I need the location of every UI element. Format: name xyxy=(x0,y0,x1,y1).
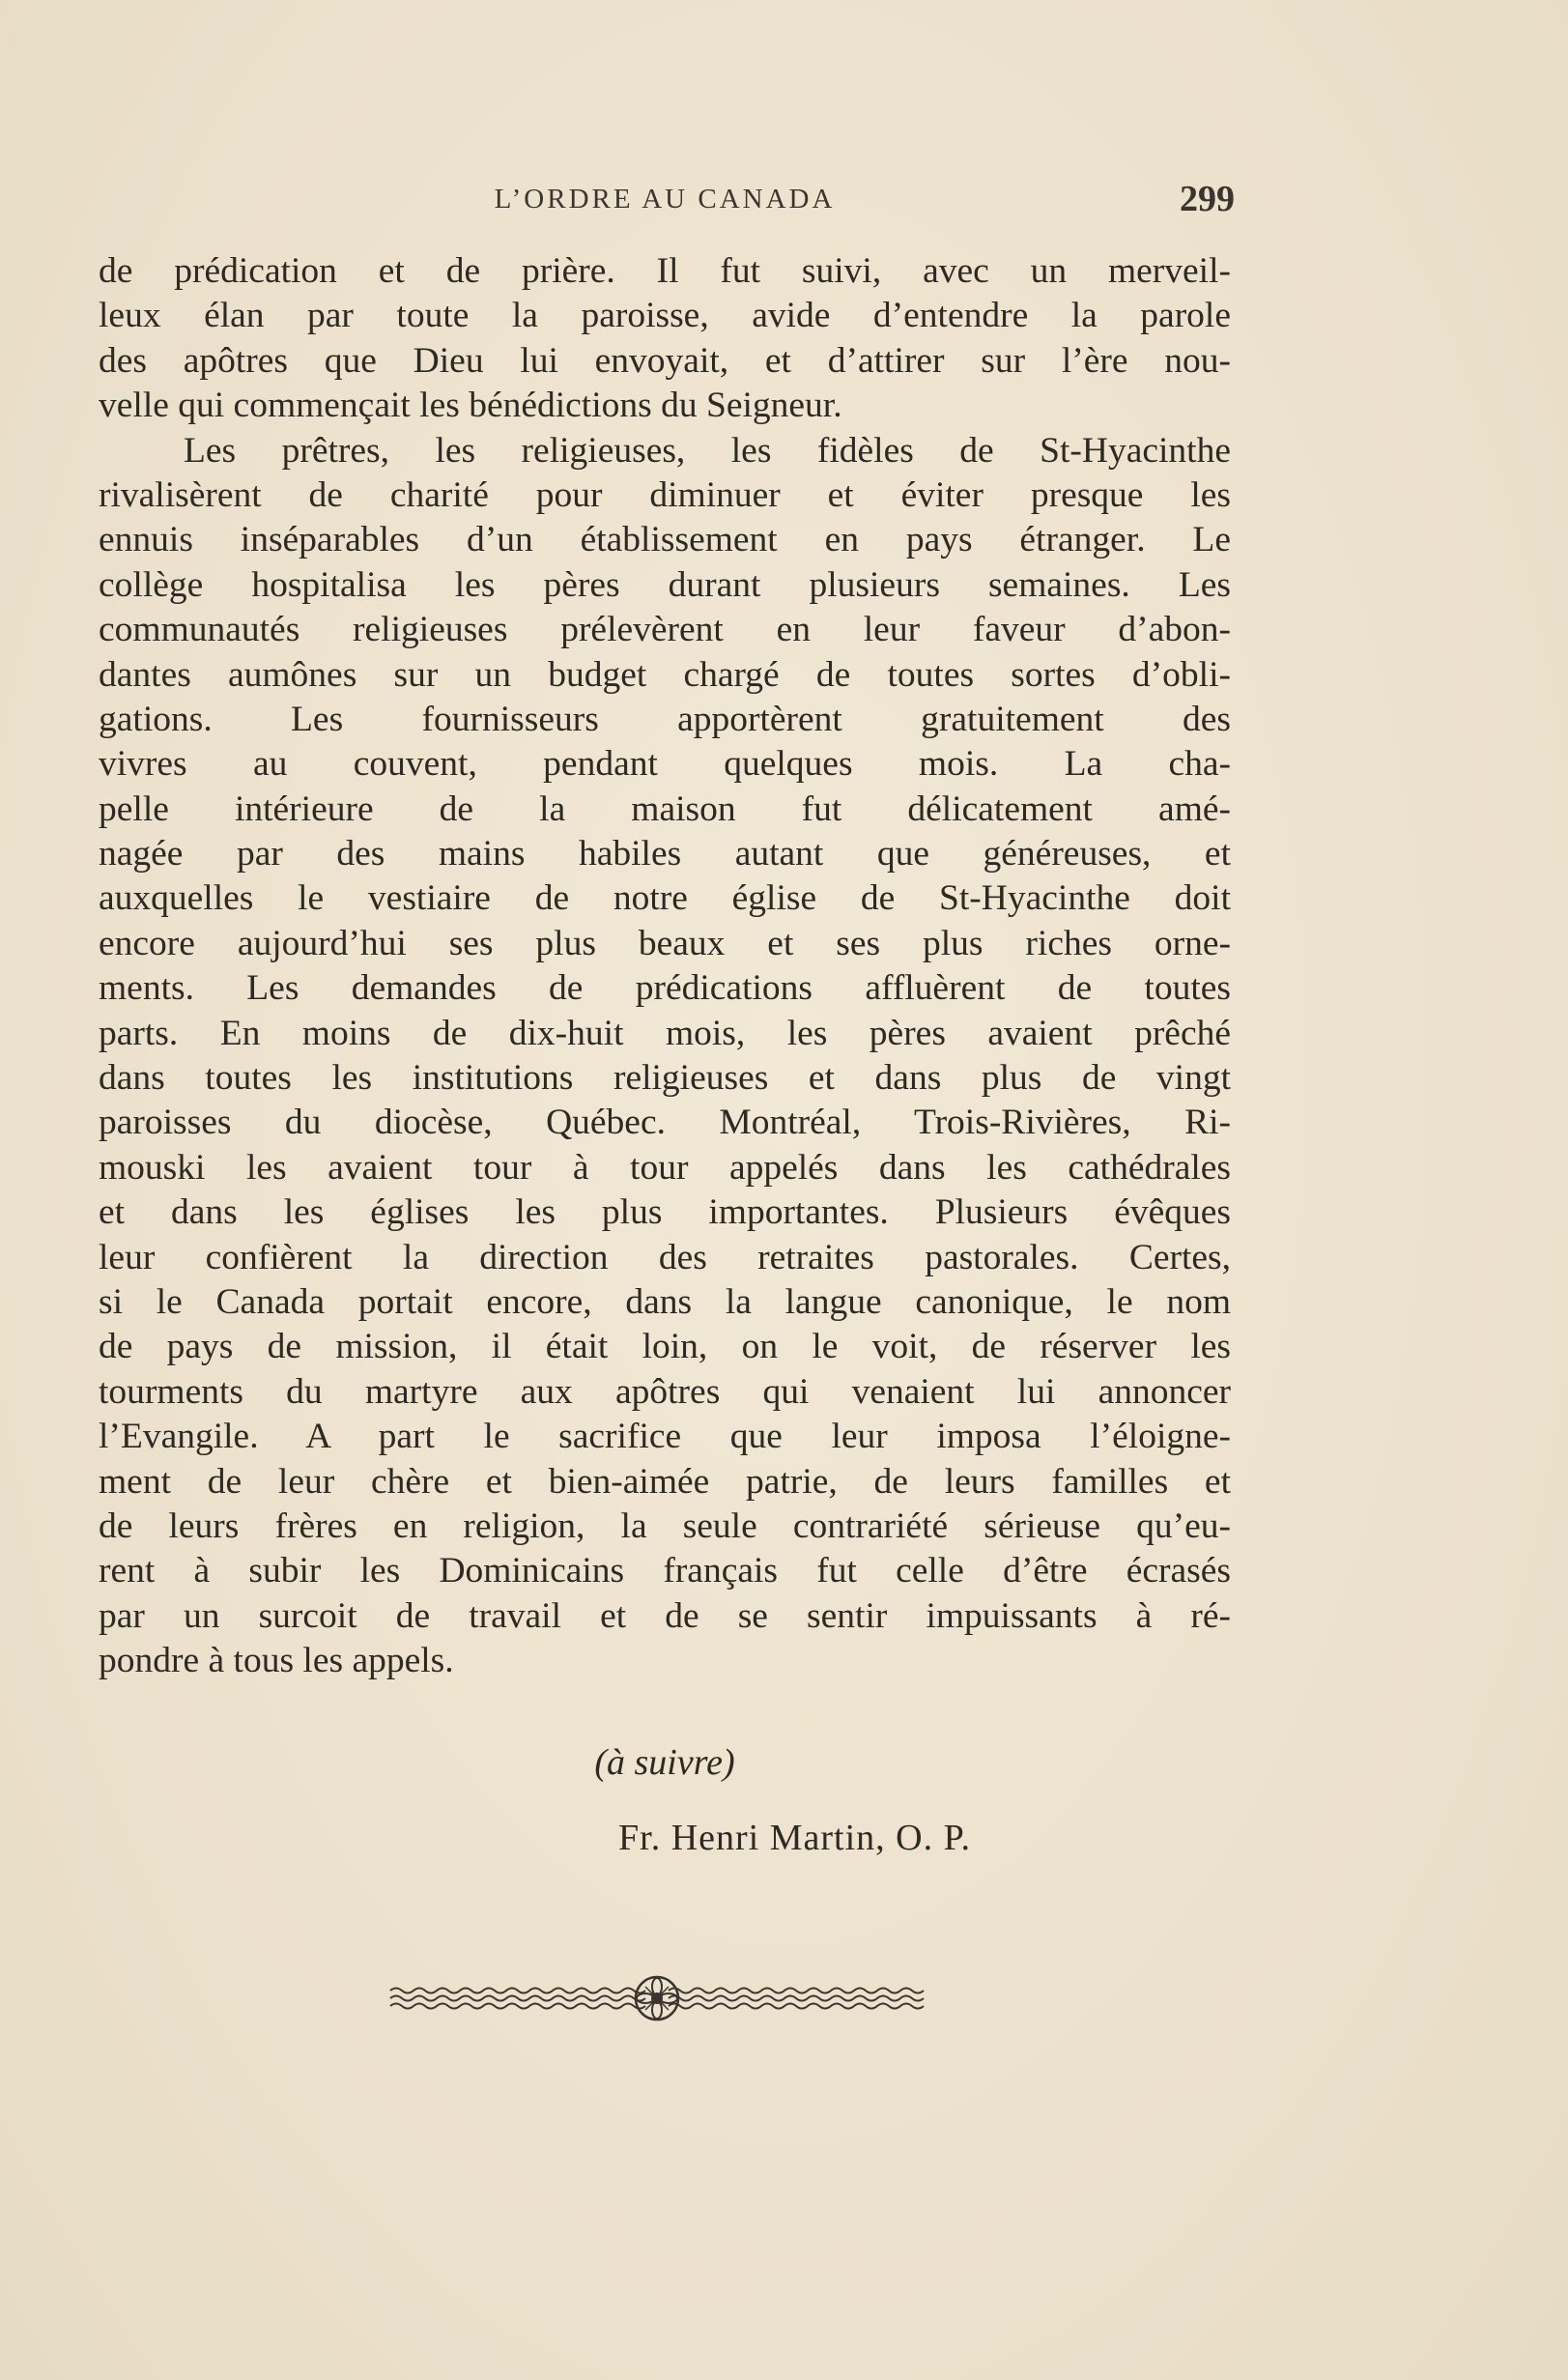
to-follow-note: (à suivre) xyxy=(594,1742,735,1783)
running-title: L’ORDRE AU CANADA xyxy=(494,184,836,215)
text-line: rent à subir les Dominicains français fut celle d’être écrasés xyxy=(99,1551,1231,1591)
text-line: des apôtres que Dieu lui envoyait, et d’attirer sur l’ère nou- xyxy=(99,340,1231,381)
fleuron-rule-icon xyxy=(386,1969,927,2027)
text-line: nagée par des mains habiles autant que généreuses, et xyxy=(99,834,1231,875)
text-line: de leurs frères en religion, la seule contrariété sérieuse qu’eu- xyxy=(99,1505,1231,1546)
text-line: communautés religieuses prélevèrent en leur faveur d’abon- xyxy=(99,610,1231,650)
text-line: leux élan par toute la paroisse, avide d’entendre la parole xyxy=(99,296,1231,336)
text-line: collège hospitalisa les pères durant plusieurs semaines. Les xyxy=(99,564,1231,605)
text-line: rivalisèrent de charité pour diminuer et éviter presque les xyxy=(99,474,1231,515)
text-line: parts. En moins de dix-huit mois, les pères avaient prêché xyxy=(99,1013,1231,1053)
text-line: tourments du martyre aux apôtres qui venaient lui annoncer xyxy=(99,1371,1231,1412)
text-line: de pays de mission, il était loin, on le voit, de réserver les xyxy=(99,1327,1231,1367)
text-line: encore aujourd’hui ses plus beaux et ses plus riches orne- xyxy=(99,923,1231,963)
text-line: Les prêtres, les religieuses, les fidèles de St-Hyacinthe xyxy=(184,430,1231,471)
text-line: si le Canada portait encore, dans la langue canonique, le nom xyxy=(99,1281,1231,1322)
text-line: dans toutes les institutions religieuses et dans plus de vingt xyxy=(99,1058,1231,1099)
text-line: ennuis inséparables d’un établissement en pays étranger. Le xyxy=(99,520,1231,560)
text-line: et dans les églises les plus importantes. Plusieurs évêques xyxy=(99,1192,1231,1233)
text-line: ment de leur chère et bien-aimée patrie, de leurs familles et xyxy=(99,1461,1231,1502)
closing xyxy=(99,1741,1231,1799)
author-signature: Fr. Henri Martin, O. P. xyxy=(618,1818,971,1858)
body-text xyxy=(99,249,1231,1684)
text-line: velle qui commençait les bénédictions du Seigneur. xyxy=(99,386,842,426)
text-line: ments. Les demandes de prédications affluèrent de toutes xyxy=(99,968,1231,1009)
text-line: pelle intérieure de la maison fut délicatement amé- xyxy=(99,789,1231,829)
text-line: paroisses du diocèse, Québec. Montréal, Trois-Rivières, Ri- xyxy=(99,1103,1231,1143)
text-line: gations. Les fournisseurs apportèrent gratuitement des xyxy=(99,699,1231,739)
text-line: auxquelles le vestiaire de notre église de St-Hyacinthe doit xyxy=(99,878,1231,919)
text-line: mouski les avaient tour à tour appelés dans les cathédrales xyxy=(99,1147,1231,1188)
page-number: 299 xyxy=(1180,179,1235,219)
running-head xyxy=(95,178,1235,226)
text-line: dantes aumônes sur un budget chargé de toutes sortes d’obli- xyxy=(99,654,1231,695)
text-line: vivres au couvent, pendant quelques mois. La cha- xyxy=(99,744,1231,785)
text-line: leur confièrent la direction des retraites pastorales. Certes, xyxy=(99,1237,1231,1277)
text-line: l’Evangile. A part le sacrifice que leur imposa l’éloigne- xyxy=(99,1417,1231,1457)
text-line: pondre à tous les appels. xyxy=(99,1641,454,1681)
text-line: par un surcoit de travail et de se sentir impuissants à ré- xyxy=(99,1595,1231,1636)
text-line: de prédication et de prière. Il fut suivi, avec un merveil- xyxy=(99,251,1231,291)
